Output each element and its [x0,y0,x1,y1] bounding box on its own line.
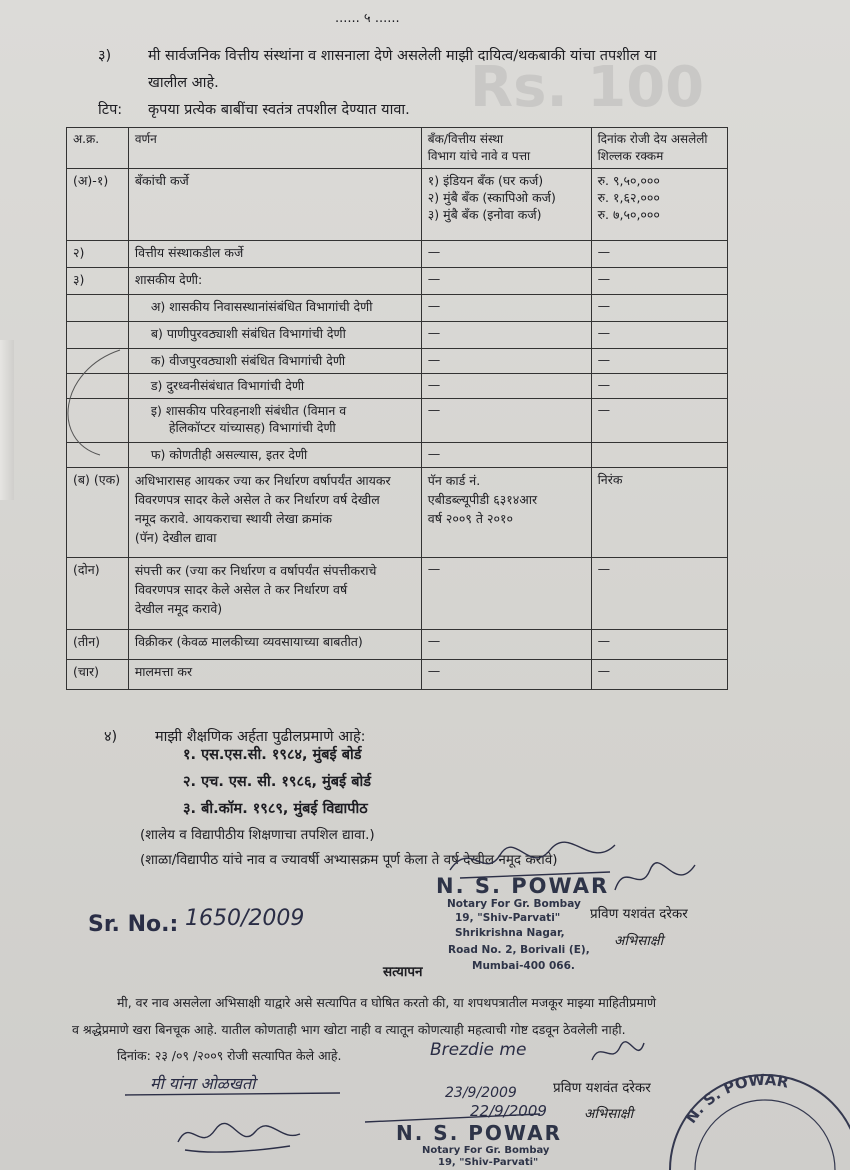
serial-number-value: 1650/2009 [185,906,305,931]
stamp-paper-watermark: Rs. 100 [470,55,705,120]
row-description: ब) पाणीपुरवठ्याशी संबंधित विभागांची देणी [128,322,421,349]
row-description: क) वीजपुरवठ्याशी संबंधित विभागांची देणी [128,349,421,374]
row-amount: निरंक [591,468,727,558]
table-row [67,443,728,468]
table-row [67,630,728,660]
handwritten-signature-top: Brezdie me [430,1040,527,1060]
row-number: (तीन) [67,630,129,660]
row-description: वित्तीय संस्थाकडील कर्जे [128,241,421,268]
row-amount: — [591,268,727,295]
verification-heading: सत्यापन [383,964,423,980]
row-bank: — [421,660,591,690]
page-number: ...... ५ ...... [335,11,400,26]
item4-intro: माझी शैक्षणिक अर्हता पुढीलप्रमाणे आहे: [155,729,366,745]
table-row [67,268,728,295]
serial-number-label: Sr. No.: [88,912,179,937]
deponent-signature [605,855,705,905]
handwritten-date-1: 23/9/2009 [445,1085,517,1101]
row-description: ड) दुरध्वनीसंबंधात विभागांची देणी [128,374,421,399]
handwritten-date-2: 22/9/2009 [470,1102,547,1120]
deponent-name: प्रविण यशवंत दरेकर [590,906,688,922]
row-amount: — [591,660,727,690]
witness-signature [170,1112,310,1157]
row-amount: — [591,630,727,660]
table-row [67,349,728,374]
row-amount: — [591,349,727,374]
header-description: वर्णन [128,128,421,169]
table-row [67,558,728,630]
row-amount: — [591,241,727,268]
table-header [67,128,728,169]
row-bank: — [421,349,591,374]
row-number: (दोन) [67,558,129,630]
row-number: (ब) (एक) [67,468,129,558]
row-amount: — [591,399,727,443]
tip-text: कृपया प्रत्येक बाबींचा स्वतंत्र तपशील देण्यात यावा. [148,102,410,118]
item4-note2: (शाळा/विद्यापीठ यांचे नाव व ज्यावर्षी अभ्यासक्रम पूर्ण केला ते वर्ष देखील नमूद करावे) [140,852,558,868]
deponent-signature-bottom [582,1035,652,1073]
row-description: बँकांची कर्जे [128,169,421,241]
row-number: २) [67,241,129,268]
table-row [67,322,728,349]
table-row [67,241,728,268]
row-bank: — [421,558,591,630]
row-description: फ) कोणतीही असल्यास, इतर देणी [128,443,421,468]
amount-list: रु. ९,५०,००० रु. १,६२,००० रु. ७,५०,००० [591,169,727,241]
table-row [67,660,728,690]
table-row [67,468,728,558]
deponent2-role: अभिसाक्षी [584,1106,634,1122]
verification-line1: मी, वर नाव असलेला अभिसाक्षी याद्वारे असे सत्यापित व घोषित करतो की, या शपथपत्रातील मजकूर माझ्या माहितीप्रमाणे [117,995,657,1010]
header-bank: बँक/वित्तीय संस्था विभाग यांचे नावे व पत्ता [421,128,591,169]
pan-details: पॅन कार्ड नं. एबीडब्ल्यूपीडी ६३१४आर वर्ष २००९ ते २०१० [421,468,591,558]
row-description: विक्रीकर (केवळ मालकीच्या व्यवसायाच्या बाबतीत) [128,630,421,660]
qualification-item: २. एच. एस. सी. १९८६, मुंबई बोर्ड [183,774,371,790]
qualification-item: १. एस.एस.सी. १९८४, मुंबई बोर्ड [183,747,362,763]
row-bank: — [421,322,591,349]
header-amount: दिनांक रोजी देय असलेली शिल्लक रक्कम [591,128,727,169]
row-number: (अ)-१) [67,169,129,241]
row-bank: — [421,374,591,399]
row-bank: — [421,399,591,443]
item3-line1: मी सार्वजनिक वित्तीय संस्थांना व शासनाला देणे असलेली माझी दायित्व/थकबाकी यांचा तपशील या [148,48,657,64]
handwritten-identification: मी यांना ओळखतो [150,1074,256,1093]
tip-label: टिप: [98,102,123,118]
row-bank: — [421,241,591,268]
row-description: इ) शासकीय परिवहनाशी संबंधीत (विमान व हेलिकॉप्टर यांच्यासह) विभागांची देणी [128,399,421,443]
document-page: Rs. 100 ...... ५ ...... ३) मी सार्वजनिक वित्तीय संस्थांना व शासनाला देणे असलेली माझी दायित्व/थकबाकी यांचा तपशील या खालील आहे. टिप: कृपया प्रत्येक बाबींचा स्वतंत्र तपशील देण्यात यावा. अ.क्र. वर्णन बँक/वित्तीय संस्था विभाग यांचे नावे व पत्ता दिनांक रोजी देय असलेली शिल्लक रक्कम (अ)-१) बँकांची कर्जे १) इंडियन बँक (घर कर्ज) २) मुंबै बँक (स्कापिओ कर्ज) ३) मुंबै बँक (इनोवा कर्ज) रु. ९,५०,००० रु. १,६२,००० रु. ७,५०,००० २) वित्तीय संस्थाकडील कर्जे — — ३) शासकीय देणी: — — अ) शासकीय निवासस्थानांसंबंधित विभागांची देणी — — ब) पाणीपुरवठ्याशी संबंधित विभागांची देणी — — क) वीजपुरवठ्याशी संबंधित विभागांची देणी — — ड) दुरध्वनीसंबंधात विभागांची देणी — — इ) शासकीय परिवहनाशी संबंधीत (विमान व हेलिकॉप्टर यांच्यासह) विभागांची देणी — — फ) कोणतीही असल्यास, इतर देणी — (ब) (एक) अधिभारासह आयकर ज्या कर निर्धारण वर्षापर्यंत आयकर विवरणपत्र सादर केले असेल ते कर निर्धारण वर्ष देखील नमूद करावे. आयकराचा स्थायी लेखा क्रमांक (पॅन) देखील द्यावा पॅन कार्ड नं. एबीडब्ल्यूपीडी ६३१४आर वर्ष २००९ ते २०१० निरंक (दोन) संपत्ती कर (ज्या कर निर्धारण व वर्षापर्यंत संपत्तीकराचे विवरणपत्र सादर केले असेल ते कर निर्धारण वर्ष देखील नमूद करावे) — — (तीन) विक्रीकर (केवळ मालकीच्या व्यवसायाच्या बाबतीत) — — (चार) मालमत्ता कर — — ४) माझी शैक्षणिक अर्हता पुढीलप्रमाणे आहे: १. एस.एस.सी. १९८४, मुंबई बोर्ड २. एच. एस. सी. १९८६, मुंबई बोर्ड ३. बी.कॉम. १९८९, मुंबई विद्यापीठ (शालेय व विद्यापीठीय शिक्षणाचा तपशिल द्यावा.) (शाळा/विद्यापीठ यांचे नाव व ज्यावर्षी अभ्यासक्रम पूर्ण केला ते वर्ष देखील नमूद करावे) N. S. POWAR Notary For Gr. Bombay 19, "Shiv-Parvati" Shrikrishna Nagar, Road No. 2, Borivali (E), Mumbai-400 066. प्रविण यशवंत दरेकर अभिसाक्षी Sr. No.: 1650/2009 सत्यापन मी, वर नाव असलेला अभिसाक्षी याद्वारे असे सत्यापित व घोषित करतो की, या शपथपत्रातील मजकूर माझ्या माहितीप्रमाणे व श्रद्धेप्रमाणे खरा बिनचूक आहे. यातील कोणताही भाग खोटा नाही व त्यातून कोणत्याही महत्वाची गोष्ट दडवून ठेवलेली नाही. दिनांक: २३ /०९ /२००९ रोजी सत्यापित केले आहे. मी यांना ओळखतो Brezdie me 23/9/2009 22/9/2009 प्रविण यशवंत दरेकर अभिसाक्षी N. S. POWAR Notary For Gr. Bombay 19, "Shiv-Parvati" N. S. POWAR [0,0,850,1170]
notary-signature [440,830,630,890]
bank-list: १) इंडियन बँक (घर कर्ज) २) मुंबै बँक (स्कापिओ कर्ज) ३) मुंबै बँक (इनोवा कर्ज) [421,169,591,241]
row-number: (चार) [67,660,129,690]
row-amount: — [591,322,727,349]
deponent2-name: प्रविण यशवंत दरेकर [553,1080,651,1096]
verification-line2: व श्रद्धेप्रमाणे खरा बिनचूक आहे. यातील कोणताही भाग खोटा नाही व त्यातून कोणत्याही महत्वाची गोष्ट दडवून ठेवलेली नाही. [72,1022,626,1037]
notary-round-seal [650,1055,850,1170]
punch-hole-edge [0,340,14,500]
row-description: अ) शासकीय निवासस्थानांसंबंधित विभागांची देणी [128,295,421,322]
item4-note1: (शालेय व विद्यापीठीय शिक्षणाचा तपशिल द्यावा.) [140,827,375,843]
svg-text:N. S. POWAR: N. S. POWAR [681,1070,791,1127]
row-bank: — [421,630,591,660]
row-number [67,295,129,322]
row-description: अधिभारासह आयकर ज्या कर निर्धारण वर्षापर्यंत आयकर विवरणपत्र सादर केले असेल ते कर निर्धारण वर्ष देखील नमूद करावे. आयकराचा स्थायी लेखा क्रमांक (पॅन) देखील द्यावा [128,468,421,558]
table-row [67,374,728,399]
row-description: शासकीय देणी: [128,268,421,295]
deponent-role: अभिसाक्षी [614,933,664,949]
qualification-item: ३. बी.कॉम. १९८९, मुंबई विद्यापीठ [183,801,368,817]
verification-date: दिनांक: २३ /०९ /२००९ रोजी सत्यापित केले आहे. [117,1048,342,1063]
item3-number: ३) [98,48,112,64]
row-description: संपत्ती कर (ज्या कर निर्धारण व वर्षापर्यंत संपत्तीकराचे विवरणपत्र सादर केले असेल ते कर निर्धारण वर्ष देखील नमूद करावे) [128,558,421,630]
table-row [67,295,728,322]
row-number: ३) [67,268,129,295]
item4-number: ४) [104,729,118,745]
table-row [67,169,728,241]
row-amount: — [591,295,727,322]
row-amount: — [591,558,727,630]
row-description: मालमत्ता कर [128,660,421,690]
table-row [67,399,728,443]
row-bank: — [421,295,591,322]
row-bank: — [421,268,591,295]
liabilities-table [66,127,728,690]
row-amount [591,443,727,468]
faint-circle-mark [40,340,130,460]
item3-line2: खालील आहे. [148,75,219,91]
row-amount: — [591,374,727,399]
header-serial: अ.क्र. [67,128,129,169]
identification-underline [120,1075,350,1105]
row-bank: — [421,443,591,468]
